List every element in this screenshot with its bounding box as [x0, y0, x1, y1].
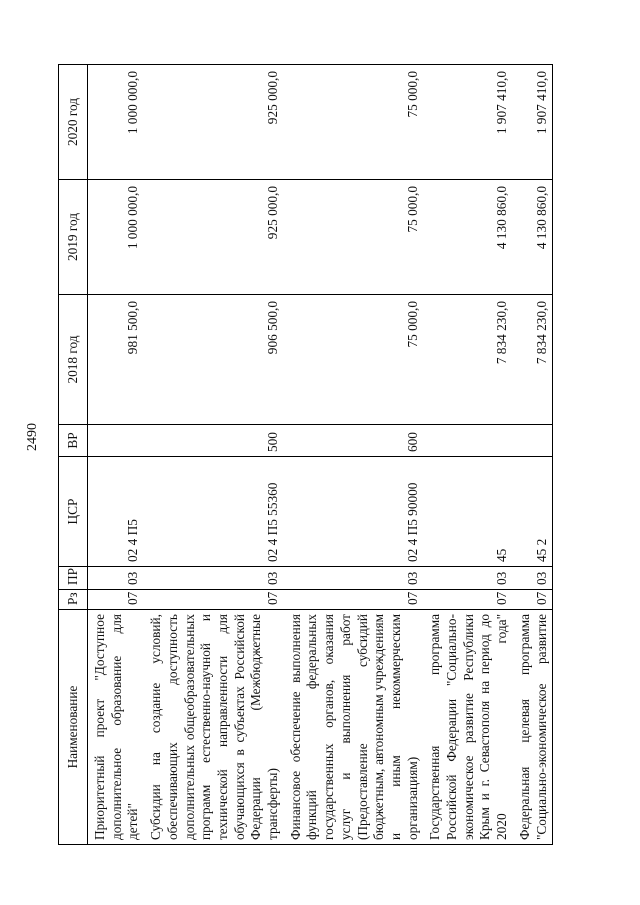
- row-2018: 7 834 230,0: [423, 295, 513, 425]
- row-vr: 500: [144, 425, 284, 457]
- row-vr: [88, 425, 145, 457]
- row-name: Государственная программа Российской Федерации "Социально-экономическое развитие Республики Крым и г. Севастополя на период до 2020 года": [423, 610, 513, 845]
- row-2020: 1 000 000,0: [88, 65, 145, 180]
- header-name: Наименование: [59, 610, 88, 845]
- row-2018: 7 834 230,0: [513, 295, 553, 425]
- row-pr: 03: [284, 567, 424, 590]
- page-number: 2490: [25, 423, 40, 451]
- row-name: Федеральная целевая программа "Социально-экономическое развитие: [513, 610, 553, 845]
- row-pr: 03: [423, 567, 513, 590]
- rotated-page: [58, 65, 598, 845]
- row-2019: 925 000,0: [144, 180, 284, 295]
- row-csr: 02 4 П5: [88, 457, 145, 567]
- row-2019: 75 000,0: [284, 180, 424, 295]
- header-pr: ПР: [59, 567, 88, 590]
- header-rz: Рз: [59, 590, 88, 610]
- row-2019: 4 130 860,0: [513, 180, 553, 295]
- row-csr: 45 2: [513, 457, 553, 567]
- budget-table: [58, 64, 553, 845]
- header-2020: 2020 год: [59, 65, 88, 180]
- table-row: [284, 65, 424, 845]
- table-row: [423, 65, 513, 845]
- row-rz: 07: [144, 590, 284, 610]
- row-rz: 07: [513, 590, 553, 610]
- table-row: [513, 65, 553, 845]
- row-vr: [423, 425, 513, 457]
- row-pr: 03: [513, 567, 553, 590]
- row-2018: 75 000,0: [284, 295, 424, 425]
- row-name: Финансовое обеспечение выполнения функций федеральных государственных органов, оказания услуг и выполнения работ (Предоставление субсидий бюджетным, автономным учреждениям и иным некоммерческим организациям): [284, 610, 424, 845]
- row-2018: 906 500,0: [144, 295, 284, 425]
- row-rz: 07: [88, 590, 145, 610]
- row-2019: 1 000 000,0: [88, 180, 145, 295]
- row-csr: 02 4 П5 90000: [284, 457, 424, 567]
- row-csr: 02 4 П5 55360: [144, 457, 284, 567]
- row-rz: 07: [284, 590, 424, 610]
- header-vr: ВР: [59, 425, 88, 457]
- row-2019: 4 130 860,0: [423, 180, 513, 295]
- row-name: Приоритетный проект "Доступное дополнительное образование для детей": [88, 610, 145, 845]
- row-name: Субсидии на создание условий, обеспечивающих доступность дополнительных общеобразовательных программ естественно-научной и технической направленности для обучающихся в субъектах Российской Федерации (Межбюджетные трансферты): [144, 610, 284, 845]
- row-rz: 07: [423, 590, 513, 610]
- row-pr: 03: [144, 567, 284, 590]
- row-vr: 600: [284, 425, 424, 457]
- header-2019: 2019 год: [59, 180, 88, 295]
- header-2018: 2018 год: [59, 295, 88, 425]
- row-2020: 75 000,0: [284, 65, 424, 180]
- row-csr: 45: [423, 457, 513, 567]
- row-2020: 1 907 410,0: [513, 65, 553, 180]
- table-row: [88, 65, 145, 845]
- row-pr: 03: [88, 567, 145, 590]
- row-2018: 981 500,0: [88, 295, 145, 425]
- row-2020: 1 907 410,0: [423, 65, 513, 180]
- table-header-row: [59, 65, 88, 845]
- row-2020: 925 000,0: [144, 65, 284, 180]
- row-vr: [513, 425, 553, 457]
- header-csr: ЦСР: [59, 457, 88, 567]
- table-row: [144, 65, 284, 845]
